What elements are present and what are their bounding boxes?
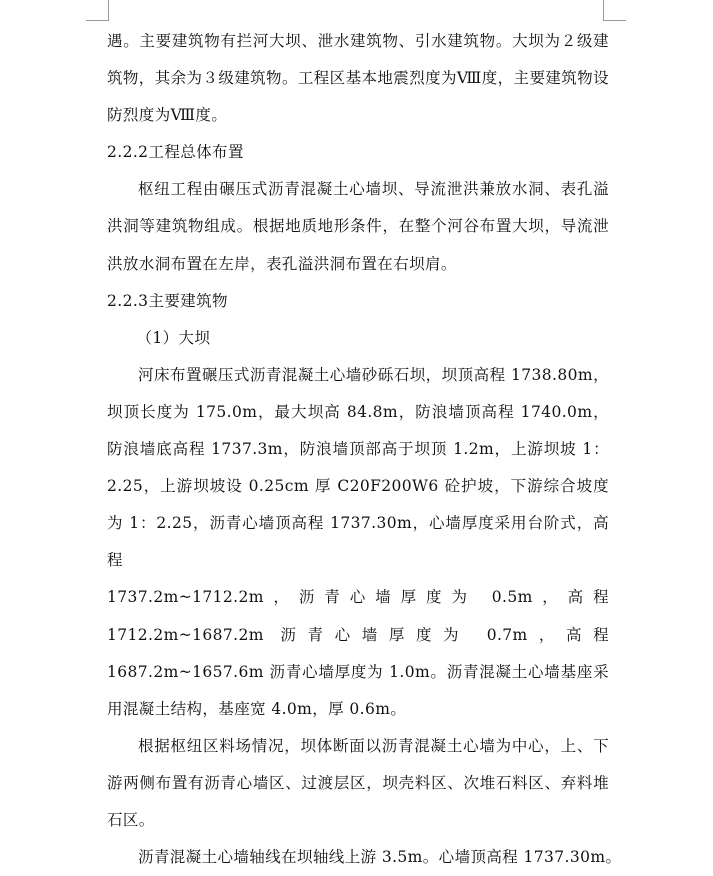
- subsection-heading-dam: （1）大坝: [136, 328, 211, 347]
- document-body: [107, 23, 622, 876]
- dam-paragraph-part-1: 河床布置碾压式沥青混凝土心墙砂砾石坝，坝顶高程 1738.80m，坝顶长度为 175.0m，最大坝高 84.8m，防浪墙顶高程 1740.0m，防浪墙底高程 1737.3m，防浪墙顶部高于坝顶 1.2m，上游坝坡 1：2.25，上游坝坡设 0.25cm 厚 C20F200W6 砼护坡，下游综合坡度为 1：2.25，沥青心墙顶高程 1737.30m，心墙厚度采用台阶式，高程: [107, 365, 609, 570]
- page-corner-mark-right: [603, 0, 626, 21]
- material-zoning-paragraph: 根据枢纽区料场情况，坝体断面以沥青混凝土心墙为中心，上、下游两侧布置有沥青心墙区、过渡层区，坝壳料区、次堆石料区、弃料堆石区。: [107, 736, 609, 829]
- dam-paragraph-part-2: 1737.2m~1712.2m，沥青心墙厚度为 0.5m，高程 1712.2m~1687.2m 沥青心墙厚度为 0.7m，高程 1687.2m~1657.6m 沥青心墙厚度为 1.0m。沥青混凝土心墙基座采用混凝土结构，基座宽 4.0m，厚 0.6m。: [107, 588, 609, 718]
- section-heading-2-2-3: 2.2.3主要建筑物: [107, 291, 228, 310]
- core-wall-axis-paragraph: 沥青混凝土心墙轴线在坝轴线上游 3.5m。心墙顶高程 1737.30m。: [138, 848, 622, 867]
- section-heading-2-2-2: 2.2.2工程总体布置: [107, 143, 244, 162]
- intro-paragraph: 遇。主要建筑物有拦河大坝、泄水建筑物、引水建筑物。大坝为２级建筑物，其余为３级建筑物。工程区基本地震烈度为Ⅷ度，主要建筑物设防烈度为Ⅷ度。: [107, 32, 609, 125]
- layout-paragraph: 枢纽工程由碾压式沥青混凝土心墙坝、导流泄洪兼放水洞、表孔溢洪洞等建筑物组成。根据地质地形条件，在整个河谷布置大坝，导流泄洪放水洞布置在左岸，表孔溢洪洞布置在右坝肩。: [107, 180, 609, 273]
- page-corner-mark-left: [86, 0, 109, 21]
